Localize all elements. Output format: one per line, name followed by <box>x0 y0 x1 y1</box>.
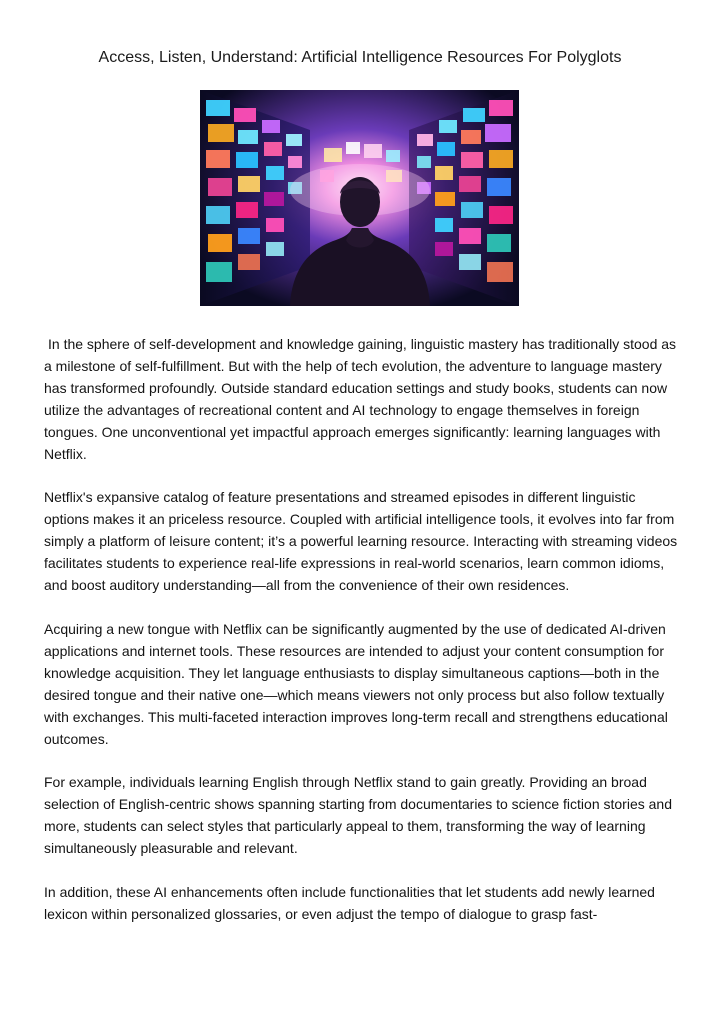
page-title: Access, Listen, Understand: Artificial Intelligence Resources For Polyglots <box>98 49 622 66</box>
paragraph-4: For example, individuals learning English through Netflix stand to gain greatly. Providing an broad selection of English-centric shows spanning starting from documentaries to science fiction stories and more, students can select styles that particularly appeal to them, transforming the way of learning simultaneously pleasurable and relevant. <box>44 774 672 857</box>
paragraph-1: In the sphere of self-development and knowledge gaining, linguistic mastery has traditionally stood as a milestone of self-fulfillment. But with the help of tech evolution, the adventure to language mastery has transformed profoundly. Outside standard education settings and study books, students can now utilize the advantages of recreational content and AI technology to engage themselves in foreign tongues. One unconventional yet impactful approach emerges significantly: learning languages with Netflix. <box>44 336 677 462</box>
paragraph-3: Acquiring a new tongue with Netflix can be significantly augmented by the use of dedicated AI-driven applications and internet tools. These resources are intended to adjust your content consumption for knowledge acquisition. They let language enthusiasts to display simultaneous captions—both in the desired tongue and their native one—which means viewers not only process but also follow textually with exchanges. This multi-faceted interaction improves long-term recall and strengthens educational outcomes. <box>44 620 668 747</box>
paragraph-2: Netflix's expansive catalog of feature presentations and streamed episodes in different linguistic options makes it an priceless resource. Coupled with artificial intelligence tools, it evolves into far from simply a platform of leisure content; it’s a powerful learning resource. Interacting with streaming videos facilitates students to experience real-life expressions in real-world scenarios, learn common idioms, and boost auditory understanding—all from the convenience of their own residences. <box>44 489 678 594</box>
article-body <box>44 334 680 948</box>
person-facing-wall-of-screens-image <box>200 90 519 306</box>
hero-image <box>200 90 519 306</box>
paragraph-5: In addition, these AI enhancements often include functionalities that let students add newly learned lexicon within personalized glossaries, or even adjust the tempo of dialogue to grasp fast- <box>44 884 655 922</box>
